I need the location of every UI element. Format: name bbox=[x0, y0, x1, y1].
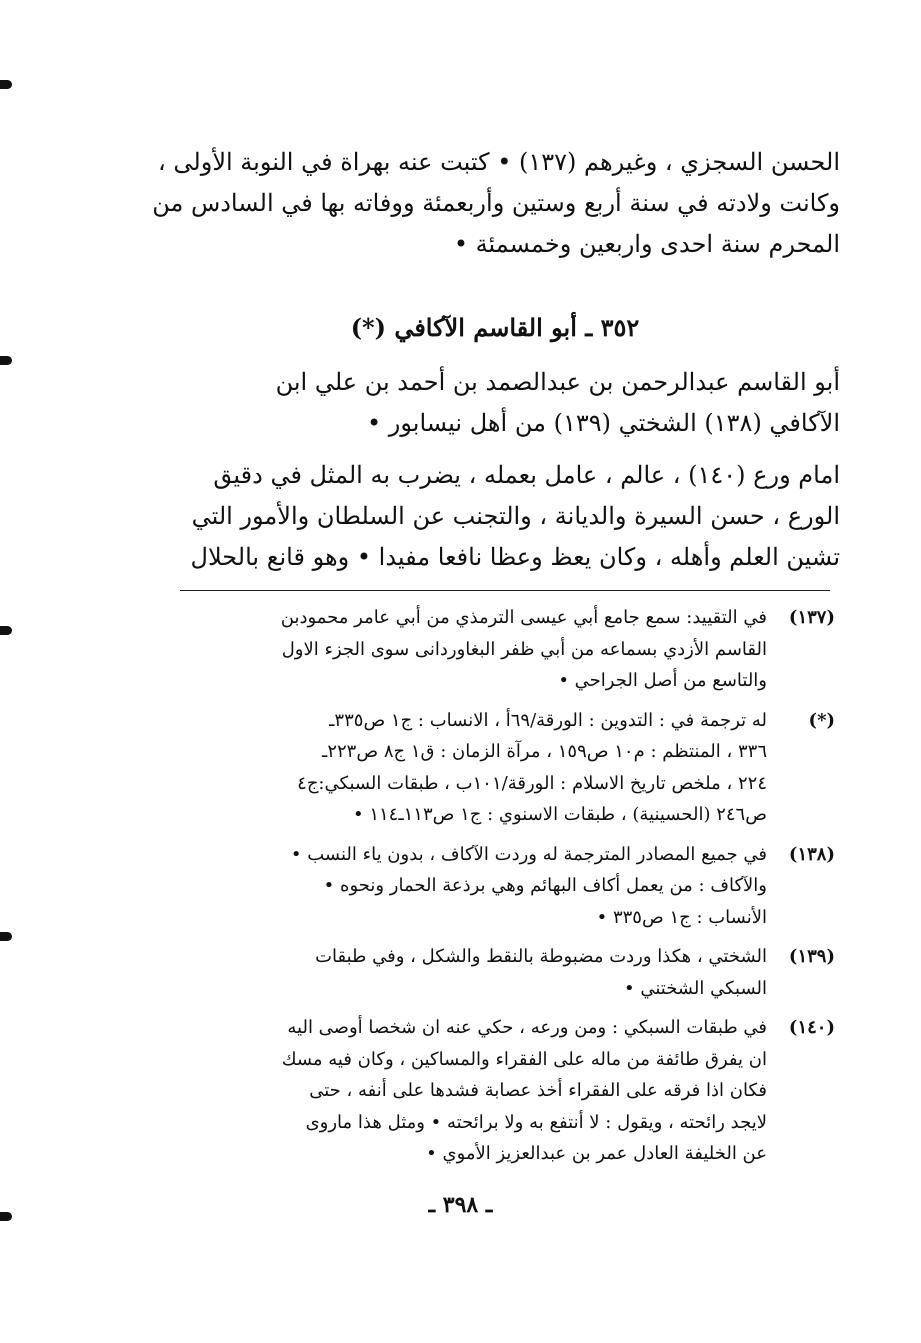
top-paragraph bbox=[150, 142, 840, 265]
text-line: الآكافي (١٣٨) الشختي (١٣٩) من أهل نيسابور • bbox=[366, 409, 840, 437]
footnote-line: في التقييد: سمع جامع أبي عيسى الترمذي من أبي عامر محمودبن bbox=[280, 607, 767, 628]
footnote bbox=[175, 602, 835, 697]
footnote-line: ٢٢٤ ، ملخص تاريخ الاسلام : الورقة/١٠١ب ، طبقات السبكي:ج٤ bbox=[297, 772, 767, 794]
footnote-line: في طبقات السبكي : ومن ورعه ، حكي عنه ان شخصا أوصى اليه bbox=[287, 1017, 767, 1038]
text-line: المحرم سنة احدى واربعين وخمسمئة • bbox=[453, 230, 840, 258]
footnote-number: (*) bbox=[808, 709, 835, 731]
footnote-text bbox=[175, 1012, 767, 1170]
footnote-line: له ترجمة في : التدوين : الورقة/٦٩أ ، الانساب : ج١ ص٣٣٥ـ bbox=[329, 709, 767, 731]
footnote bbox=[175, 705, 835, 831]
text-line: الورع ، حسن السيرة والديانة ، والتجنب عن السلطان والأمور التي bbox=[191, 502, 840, 530]
footnote-number: (١٣٩) bbox=[788, 946, 835, 967]
text-line: أبو القاسم عبدالرحمن بن عبدالصمد بن أحمد بن علي ابن bbox=[275, 368, 840, 396]
footnote bbox=[175, 839, 835, 934]
binding-mark bbox=[0, 80, 12, 89]
footnote-line: ص٢٤٦ (الحسينية) ، طبقات الاسنوي : ج١ ص١١٣ـ١١٤ • bbox=[352, 804, 767, 825]
entry-paragraph-description bbox=[150, 455, 840, 578]
entry-paragraph-name bbox=[150, 362, 840, 444]
footnotes bbox=[175, 602, 835, 1178]
footnote-line: ان يفرق طائفة من ماله على الفقراء والمساكين ، وكان فيه مسك bbox=[281, 1048, 767, 1070]
footnote-text bbox=[175, 602, 767, 697]
text-line: امام ورع (١٤٠) ، عالم ، عامل بعمله ، يضرب به المثل في دقيق bbox=[213, 461, 840, 489]
text-line: تشين العلم وأهله ، وكان يعظ وعظا نافعا مفيدا • وهو قانع بالحلال bbox=[190, 543, 840, 571]
entry-heading: ٣٥٢ ـ أبو القاسم الآكافي (*) bbox=[350, 313, 640, 342]
page-number: ـ ٣٩٨ ـ bbox=[428, 1192, 493, 1218]
binding-mark bbox=[0, 932, 12, 941]
footnote-text bbox=[175, 705, 767, 831]
binding-mark bbox=[0, 626, 12, 635]
footnote-line: عن الخليفة العادل عمر بن عبدالعزيز الأموي • bbox=[426, 1143, 767, 1164]
footnote-number: (١٤٠) bbox=[788, 1017, 835, 1038]
text-line: وكانت ولادته في سنة أربع وستين وأربعمئة ووفاته بها في السادس من bbox=[152, 189, 840, 217]
footnote-line: القاسم الأزدي بسماعه من أبي ظفر البغاوردانی سوى الجزء الاول bbox=[281, 638, 767, 660]
footnote-line: الأنساب : ج١ ص٣٣٥ • bbox=[596, 906, 767, 928]
footnote bbox=[175, 941, 835, 1004]
footnote-line: الشختي ، هكذا وردت مضبوطة بالنقط والشكل ، وفي طبقات bbox=[315, 946, 767, 967]
footnote-line: فكان اذا فرقه على الفقراء أخذ عصابة فشدها على أنفه ، حتى bbox=[309, 1080, 767, 1101]
footnote-text bbox=[175, 839, 767, 934]
footnote-number: (١٣٧) bbox=[788, 607, 835, 628]
footnote-line: في جميع المصادر المترجمة له وردت الآكاف ، بدون ياء النسب • bbox=[290, 843, 767, 865]
footnote-line: السبكي الشختني • bbox=[623, 977, 767, 999]
footnote-divider bbox=[180, 590, 830, 591]
binding-mark bbox=[0, 356, 12, 365]
footnote-text bbox=[175, 941, 767, 1004]
text-line: الحسن السجزي ، وغيرهم (١٣٧) • كتبت عنه بهراة في النوبة الأولى ، bbox=[158, 148, 840, 176]
footnote-number: (١٣٨) bbox=[788, 843, 835, 865]
footnote-line: والتاسع من أصل الجراحي • bbox=[558, 670, 767, 691]
footnote-line: لايجد رائحته ، ويقول : لا أنتفع به ولا برائحته • ومثل هذا ماروى bbox=[305, 1111, 767, 1133]
footnote-line: ٣٣٦ ، المنتظم : م١٠ ص١٥٩ ، مرآة الزمان : ق١ ج٨ ص٢٢٣ـ bbox=[322, 741, 767, 762]
footnote bbox=[175, 1012, 835, 1170]
footnote-line: والآكاف : من يعمل أكاف البهائم وهي برذعة الحمار ونحوه • bbox=[323, 875, 767, 896]
